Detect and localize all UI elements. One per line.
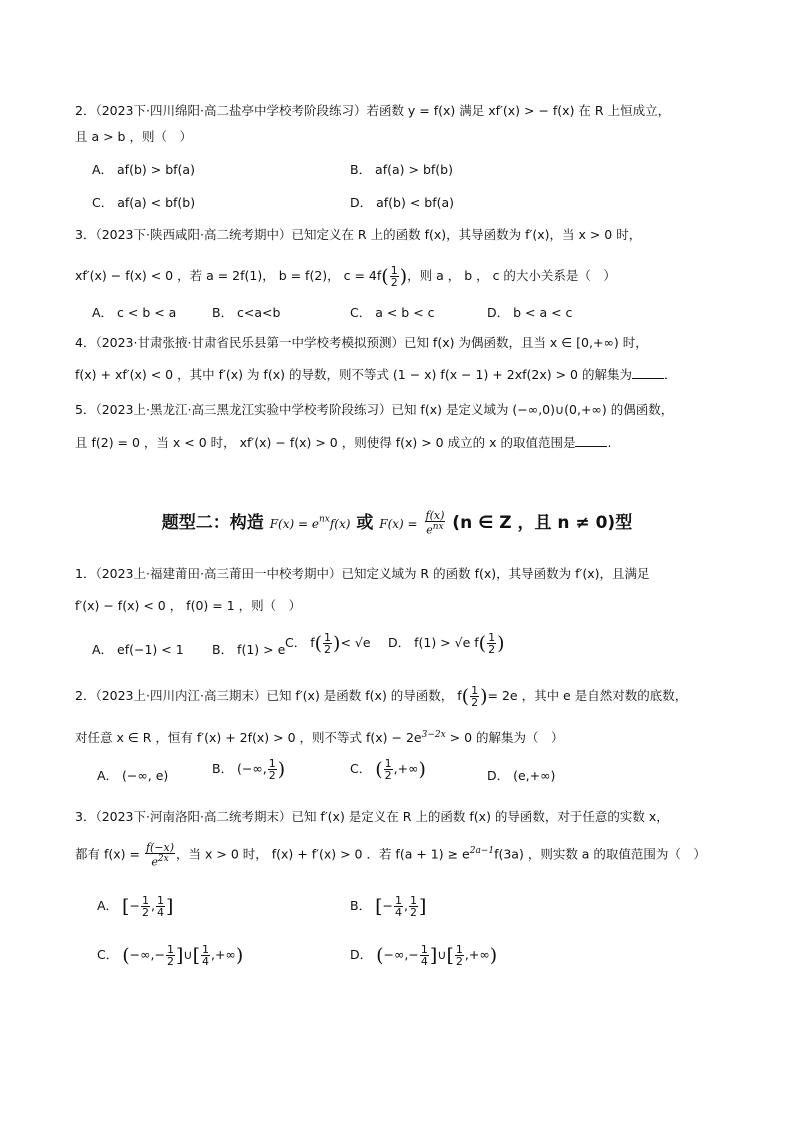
s1-stem-line2: f′(x) − f(x) < 0 ， f(0) = 1 ，则（ ）: [75, 598, 302, 613]
s1-option-c-text: C． f: [285, 635, 315, 650]
section-title-or: 或: [356, 513, 374, 533]
s2-option-d[interactable]: D． (e,+∞): [487, 768, 556, 783]
s2-option-b[interactable]: B． (−∞, $\frac{1}{2}$ ): [212, 757, 286, 782]
section-title-suffix: (n ∈ Z ，且 n ≠ 0)型: [452, 513, 633, 533]
s3-stem-part-a: 都有 f(x) =: [75, 846, 140, 862]
q4-stem-line1: 4．（2023·甘肃张掖·甘肃省民乐县第一中学校考模拟预测）已知 f(x) 为偶函数，且当 x ∈ [0,+∞) 时，: [75, 335, 648, 350]
left-paren: (: [381, 265, 389, 288]
fraction-denominator: e: [426, 523, 433, 537]
q3-stem-part-b: ，则 a ， b ， c 的大小关系是（ ）: [407, 268, 616, 283]
q3-stem-line2: [75, 265, 616, 288]
section-title: [0, 508, 794, 536]
s2-option-b-text: B． (−∞,: [212, 761, 267, 776]
q4-stem-part: f(x) + xf′(x) < 0 ，其中 f′(x) 为 f(x) 的导数，则不等式 (1 − x) f(x − 1) + 2xf(2x) > 0 的解集为: [75, 367, 632, 382]
s1-option-b[interactable]: B． f(1) > e: [212, 642, 286, 657]
s1-stem-line1: 1．（2023上·福建莆田·高三莆田一中校考期中）已知定义域为 R 的函数 f(x)，其导函数为 f′(x)，且满足: [75, 566, 650, 581]
s3-option-c[interactable]: C． (−∞,− $\frac{1}{2}$ ]∪[ $\frac{1}{4}$ ,+∞): [97, 943, 244, 968]
q5-stem-line2: 且 f(2) = 0 ，当 x < 0 时， xf′(x) − f(x) > 0 ，则使得 f(x) > 0 成立的 x 的取值范围是 .: [75, 435, 612, 450]
s3-option-a-text: A．: [97, 898, 119, 913]
q3-option-d[interactable]: D． b < a < c: [487, 305, 573, 320]
s2-stem-part-b: = 2e ，其中 e 是自然对数的底数，: [487, 688, 688, 703]
s3-option-b-text: B．: [350, 898, 372, 913]
s2-stem-line2: [75, 726, 564, 747]
q2-stem-line1: 2．（2023下·四川绵阳·高二盐亭中学校考阶段练习）若函数 y = f(x) 满足 xf′(x) > − f(x) 在 R 上恒成立，: [75, 103, 671, 118]
formula-f1-tail: f(x): [329, 517, 351, 531]
s1-option-a[interactable]: A． ef(−1) < 1: [92, 642, 184, 657]
s3-option-a[interactable]: A． [− $\frac{1}{2}$ , $\frac{1}{4}$ ]: [97, 894, 174, 919]
s3-option-c-text: C．: [97, 947, 119, 962]
s1-option-d-text: D． f(1) > √e f: [388, 635, 479, 650]
s3-stem-line2: [75, 842, 706, 868]
s3-stem-line1: 3．（2023下·河南洛阳·高二统考期末）已知 f′(x) 是定义在 R 上的函数 f(x) 的导函数，对于任意的实数 x，: [75, 809, 669, 824]
exponent-2a-1: 2a−1: [469, 846, 495, 857]
q3-option-c[interactable]: C． a < b < c: [350, 305, 435, 320]
s2-option-c-text: C．: [350, 761, 372, 776]
q5-stem-line1: 5．（2023上·黑龙江·高三黑龙江实验中学校考阶段练习）已知 f(x) 是定义域为 (−∞,0)∪(0,+∞) 的偶函数，: [75, 402, 674, 417]
s2-stem-line1: 2．（2023上·四川内江·高三期末）已知 f′(x) 是函数 f(x) 的导函数， f( $\frac{1}{2}$ )= 2e ，其中 e 是自然对数的底数，: [75, 684, 688, 709]
answer-blank[interactable]: [632, 366, 664, 379]
s3-option-b[interactable]: B． [− $\frac{1}{4}$ , $\frac{1}{2}$ ]: [350, 894, 427, 919]
q3-stem-line1: 3．（2023下·陕西咸阳·高二统考期中）已知定义在 R 上的函数 f(x)，其导函数为 f′(x)，当 x > 0 时，: [75, 227, 642, 242]
q3-option-b[interactable]: B． c<a<b: [212, 305, 281, 320]
s1-option-c[interactable]: C． f( $\frac{1}{2}$ )< √e: [285, 631, 371, 656]
s3-stem-part-c: f(3a) ，则实数 a 的取值范围为（ ）: [494, 846, 706, 862]
formula-f1: F(x) = e: [269, 517, 319, 531]
s2-option-a[interactable]: A． (−∞, e): [97, 768, 169, 783]
formula-f2: F(x) =: [379, 517, 418, 531]
s1-option-d[interactable]: D． f(1) > √e f( $\frac{1}{2}$ ): [388, 631, 505, 656]
q4-stem-line2: f(x) + xf′(x) < 0 ，其中 f′(x) 为 f(x) 的导数，则不等式 (1 − x) f(x − 1) + 2xf(2x) > 0 的解集为 ．: [75, 367, 677, 382]
s2-stem-part-d: > 0 的解集为（ ）: [445, 730, 564, 746]
q3-stem-part-a: xf′(x) − f(x) < 0 ，若 a = 2f(1)， b = f(2)， c = 4f: [75, 268, 382, 283]
q2-option-a[interactable]: A． af(b) > bf(a): [92, 162, 195, 177]
fraction-f-neg-x: $\frac{f(-x)}{e^{2x}}$: [145, 841, 175, 869]
q2-option-c[interactable]: C． af(a) < bf(b): [92, 195, 196, 210]
section-title-prefix: 题型二：构造: [161, 513, 264, 533]
s3-option-d-text: D．: [350, 947, 373, 962]
fraction-one-half: $\frac{1}{2}$: [390, 264, 398, 289]
fraction-numerator: f(x): [425, 509, 445, 523]
s3-stem-part-b: ，当 x > 0 时， f(x) + f′(x) > 0 ．若 f(a + 1) ≥ e: [176, 846, 470, 862]
exponent-3-2x: 3−2x: [421, 730, 446, 740]
q2-option-d[interactable]: D． af(b) < bf(a): [350, 195, 455, 210]
s2-option-c[interactable]: C． ( $\frac{1}{2}$ ,+∞): [350, 757, 426, 782]
fraction-fx-over-enx: $\frac{f(x)}{e^{nx}}$: [425, 509, 445, 537]
q2-stem-line2: 且 a > b ，则（ ）: [75, 129, 192, 144]
s3-option-d[interactable]: D． (−∞,− $\frac{1}{4}$ ]∪[ $\frac{1}{2}$ ,+∞): [350, 943, 498, 968]
answer-blank[interactable]: [575, 434, 607, 447]
exponent-nx: nx: [318, 514, 330, 525]
q5-stem-part: 且 f(2) = 0 ，当 x < 0 时， xf′(x) − f(x) > 0 ，则使得 f(x) > 0 成立的 x 的取值范围是: [75, 435, 576, 450]
q3-option-a[interactable]: A． c < b < a: [92, 305, 177, 320]
s1-option-c-tail: < √e: [340, 635, 371, 650]
s2-stem-part-a: 2．（2023上·四川内江·高三期末）已知 f′(x) 是函数 f(x) 的导函数， f: [75, 688, 462, 703]
q2-option-b[interactable]: B． af(a) > bf(b): [350, 162, 453, 177]
right-paren: ): [399, 265, 408, 288]
s2-stem-part-c: 对任意 x ∈ R ，恒有 f′(x) + 2f(x) > 0 ，则不等式 f(x) − 2e: [75, 730, 422, 746]
